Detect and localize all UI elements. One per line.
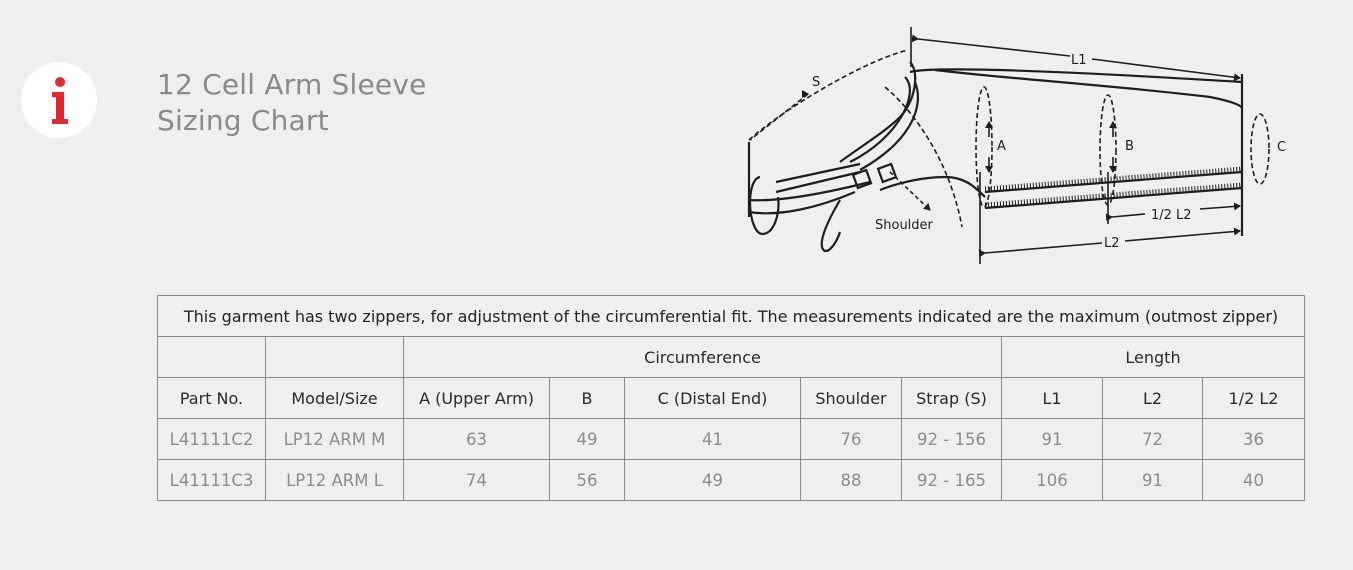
group-header-empty bbox=[266, 337, 404, 378]
column-header: L2 bbox=[1103, 378, 1203, 419]
label-b: B bbox=[1125, 139, 1134, 154]
table-cell: 63 bbox=[404, 419, 550, 460]
table-cell: 91 bbox=[1002, 419, 1103, 460]
table-note-row bbox=[158, 296, 1305, 337]
table-cell: 106 bbox=[1002, 460, 1103, 501]
table-cell: LP12 ARM M bbox=[266, 419, 404, 460]
column-header: A (Upper Arm) bbox=[404, 378, 550, 419]
group-header-empty bbox=[158, 337, 266, 378]
group-header-circumference: Circumference bbox=[404, 337, 1002, 378]
table-cell: 92 - 156 bbox=[902, 419, 1002, 460]
table-cell: 36 bbox=[1203, 419, 1305, 460]
label-half-l2: 1/2 L2 bbox=[1151, 208, 1192, 223]
column-header: Shoulder bbox=[801, 378, 902, 419]
page-title bbox=[157, 67, 427, 139]
table-cell: 88 bbox=[801, 460, 902, 501]
table-cell: 40 bbox=[1203, 460, 1305, 501]
label-s: S bbox=[812, 75, 821, 90]
table-header-row bbox=[158, 378, 1305, 419]
table-cell: 74 bbox=[404, 460, 550, 501]
table-cell: 49 bbox=[625, 460, 801, 501]
column-header: L1 bbox=[1002, 378, 1103, 419]
label-l2: L2 bbox=[1104, 236, 1120, 251]
title-line-1: 12 Cell Arm Sleeve bbox=[157, 68, 427, 101]
info-badge bbox=[21, 62, 97, 138]
table-cell: 72 bbox=[1103, 419, 1203, 460]
column-header: B bbox=[550, 378, 625, 419]
table-row bbox=[158, 419, 1305, 460]
group-header-length: Length bbox=[1002, 337, 1305, 378]
title-line-2: Sizing Chart bbox=[157, 104, 329, 137]
column-header: C (Distal End) bbox=[625, 378, 801, 419]
label-shoulder: Shoulder bbox=[875, 218, 933, 233]
arm-sleeve-diagram bbox=[740, 22, 1300, 272]
table-cell: L41111C2 bbox=[158, 419, 266, 460]
column-header: Model/Size bbox=[266, 378, 404, 419]
table-cell: 49 bbox=[550, 419, 625, 460]
column-header: Strap (S) bbox=[902, 378, 1002, 419]
info-icon bbox=[21, 62, 97, 138]
label-l1: L1 bbox=[1071, 53, 1087, 68]
label-c: C bbox=[1277, 140, 1287, 155]
table-cell: 76 bbox=[801, 419, 902, 460]
table-row bbox=[158, 460, 1305, 501]
table-note: This garment has two zippers, for adjustment of the circumferential fit. The measurements indicated are the maximum (outmost zipper) bbox=[158, 296, 1305, 337]
table-cell: 92 - 165 bbox=[902, 460, 1002, 501]
table-group-header-row bbox=[158, 337, 1305, 378]
table-cell: 41 bbox=[625, 419, 801, 460]
table-cell: L41111C3 bbox=[158, 460, 266, 501]
column-header: 1/2 L2 bbox=[1203, 378, 1305, 419]
sizing-table bbox=[157, 295, 1305, 501]
measure-lines bbox=[749, 27, 1269, 264]
table-cell: 91 bbox=[1103, 460, 1203, 501]
table-cell: LP12 ARM L bbox=[266, 460, 404, 501]
label-a: A bbox=[997, 139, 1006, 154]
table-cell: 56 bbox=[550, 460, 625, 501]
column-header: Part No. bbox=[158, 378, 266, 419]
